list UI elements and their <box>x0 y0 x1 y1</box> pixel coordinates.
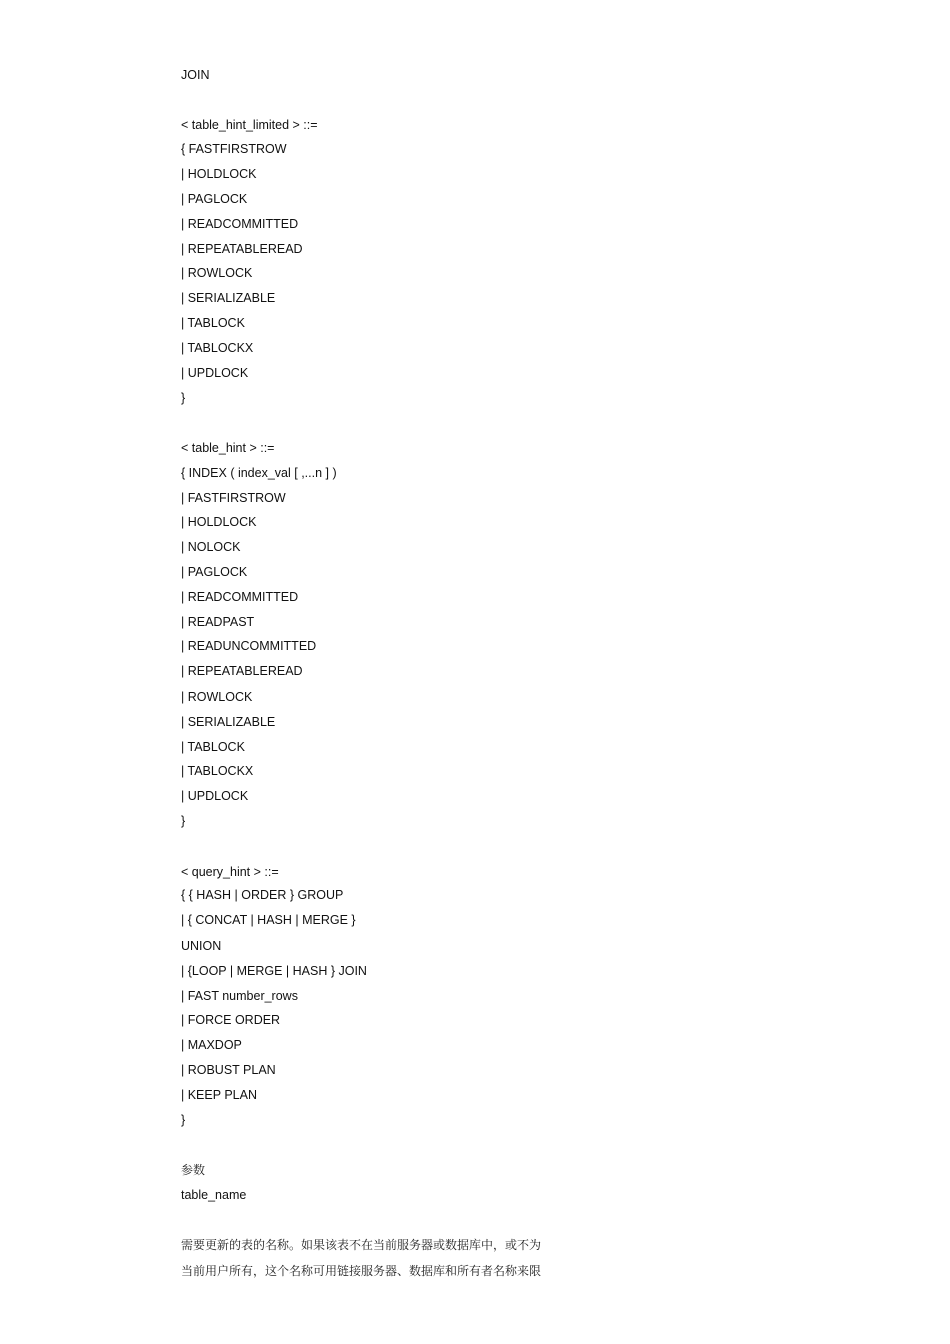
code-line: | FORCE ORDER <box>181 1013 281 1027</box>
code-line: | UPDLOCK <box>181 789 249 803</box>
code-line: | ROWLOCK <box>181 266 253 280</box>
code-line: | REPEATABLEREAD <box>181 664 303 678</box>
code-line: | TABLOCK <box>181 740 245 754</box>
code-line: | SERIALIZABLE <box>181 291 276 305</box>
code-line: UNION <box>181 939 222 953</box>
parameter-description: 需要更新的表的名称。如果该表不在当前服务器或数据库中，或不为 <box>181 1238 542 1252</box>
join-keyword: JOIN <box>181 68 210 82</box>
code-line: | PAGLOCK <box>181 192 248 206</box>
code-line: | TABLOCKX <box>181 341 254 355</box>
code-line: | NOLOCK <box>181 540 241 554</box>
code-line: | HOLDLOCK <box>181 167 257 181</box>
code-line: | KEEP PLAN <box>181 1088 257 1102</box>
closing-brace: } <box>181 1113 186 1127</box>
table-hint-definition: < table_hint > ::= <box>181 441 275 455</box>
code-line: { INDEX ( index_val [ ,...n ] ) <box>181 466 337 480</box>
code-line: | FAST number_rows <box>181 989 298 1003</box>
query-hint-definition: < query_hint > ::= <box>181 865 279 879</box>
parameters-heading: 参数 <box>181 1163 206 1177</box>
code-line: { { HASH | ORDER } GROUP <box>181 888 344 902</box>
code-line: | READPAST <box>181 615 255 629</box>
code-line: { FASTFIRSTROW <box>181 142 287 156</box>
code-line: | ROWLOCK <box>181 690 253 704</box>
parameter-name: table_name <box>181 1188 247 1202</box>
table-hint-limited-definition: < table_hint_limited > ::= <box>181 118 318 132</box>
parameter-description: 当前用户所有，这个名称可用链接服务器、数据库和所有者名称来限 <box>181 1264 542 1278</box>
code-line: | ROBUST PLAN <box>181 1063 276 1077</box>
closing-brace: } <box>181 391 186 405</box>
code-line: | MAXDOP <box>181 1038 242 1052</box>
code-line: | {LOOP | MERGE | HASH } JOIN <box>181 964 367 978</box>
code-line: | UPDLOCK <box>181 366 249 380</box>
code-line: | FASTFIRSTROW <box>181 491 286 505</box>
code-line: | SERIALIZABLE <box>181 715 276 729</box>
code-line: | HOLDLOCK <box>181 515 257 529</box>
code-line: | READCOMMITTED <box>181 217 299 231</box>
code-line: | REPEATABLEREAD <box>181 242 303 256</box>
code-line: | { CONCAT | HASH | MERGE } <box>181 913 356 927</box>
code-line: | READCOMMITTED <box>181 590 299 604</box>
code-line: | TABLOCK <box>181 316 245 330</box>
code-line: | TABLOCKX <box>181 764 254 778</box>
code-line: | PAGLOCK <box>181 565 248 579</box>
closing-brace: } <box>181 814 186 828</box>
code-line: | READUNCOMMITTED <box>181 639 317 653</box>
